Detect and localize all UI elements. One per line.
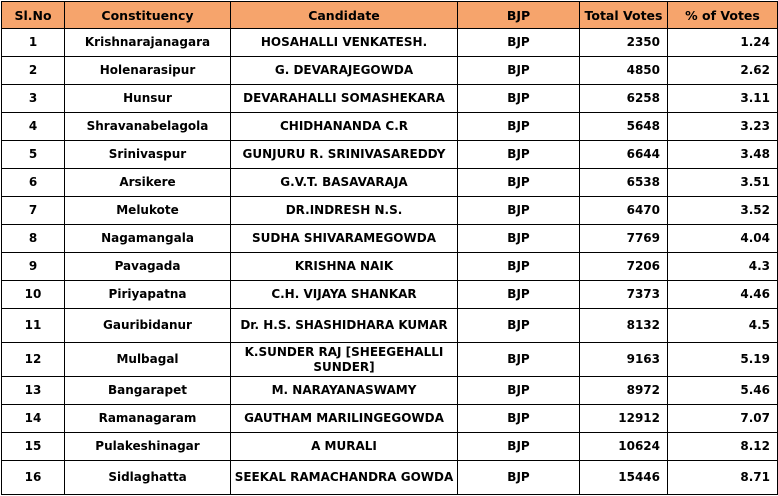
- cell-candidate: K.SUNDER RAJ [SHEEGEHALLI SUNDER]: [231, 343, 458, 377]
- cell-sl-no: 8: [2, 225, 65, 253]
- cell-party: BJP: [458, 433, 580, 461]
- cell-candidate: CHIDHANANDA C.R: [231, 113, 458, 141]
- cell-party: BJP: [458, 113, 580, 141]
- cell-candidate: DR.INDRESH N.S.: [231, 197, 458, 225]
- table-row: [2, 377, 778, 405]
- cell-sl-no: 3: [2, 85, 65, 113]
- cell-constituency: Hunsur: [65, 85, 231, 113]
- cell-sl-no: 12: [2, 343, 65, 377]
- cell-total-votes: 6538: [580, 169, 668, 197]
- cell-sl-no: 4: [2, 113, 65, 141]
- cell-candidate: A MURALI: [231, 433, 458, 461]
- cell-sl-no: 10: [2, 281, 65, 309]
- cell-candidate: HOSAHALLI VENKATESH.: [231, 29, 458, 57]
- cell-total-votes: 6258: [580, 85, 668, 113]
- cell-party: BJP: [458, 309, 580, 343]
- cell-sl-no: 2: [2, 57, 65, 85]
- table-row: [2, 113, 778, 141]
- table-row: [2, 309, 778, 343]
- cell-party: BJP: [458, 281, 580, 309]
- cell-total-votes: 6644: [580, 141, 668, 169]
- cell-party: BJP: [458, 253, 580, 281]
- table-row: [2, 197, 778, 225]
- cell-party: BJP: [458, 225, 580, 253]
- cell-constituency: Mulbagal: [65, 343, 231, 377]
- table-body: [2, 29, 778, 495]
- cell-percent-votes: 7.07: [668, 405, 778, 433]
- cell-sl-no: 11: [2, 309, 65, 343]
- cell-sl-no: 13: [2, 377, 65, 405]
- cell-constituency: Piriyapatna: [65, 281, 231, 309]
- cell-constituency: Srinivaspur: [65, 141, 231, 169]
- column-header-percent-votes: % of Votes: [668, 2, 778, 29]
- cell-constituency: Holenarasipur: [65, 57, 231, 85]
- cell-sl-no: 5: [2, 141, 65, 169]
- cell-candidate: KRISHNA NAIK: [231, 253, 458, 281]
- cell-total-votes: 7206: [580, 253, 668, 281]
- cell-percent-votes: 8.71: [668, 461, 778, 495]
- cell-sl-no: 7: [2, 197, 65, 225]
- cell-total-votes: 12912: [580, 405, 668, 433]
- cell-sl-no: 15: [2, 433, 65, 461]
- table-row: [2, 225, 778, 253]
- cell-candidate: C.H. VIJAYA SHANKAR: [231, 281, 458, 309]
- cell-candidate: G.V.T. BASAVARAJA: [231, 169, 458, 197]
- table-row: [2, 343, 778, 377]
- results-table: [1, 1, 778, 495]
- cell-percent-votes: 4.04: [668, 225, 778, 253]
- cell-constituency: Shravanabelagola: [65, 113, 231, 141]
- cell-constituency: Arsikere: [65, 169, 231, 197]
- cell-percent-votes: 8.12: [668, 433, 778, 461]
- cell-percent-votes: 4.46: [668, 281, 778, 309]
- cell-sl-no: 9: [2, 253, 65, 281]
- cell-sl-no: 16: [2, 461, 65, 495]
- header-row: [2, 2, 778, 29]
- cell-constituency: Pulakeshinagar: [65, 433, 231, 461]
- table-row: [2, 29, 778, 57]
- cell-party: BJP: [458, 169, 580, 197]
- table-row: [2, 461, 778, 495]
- table-row: [2, 169, 778, 197]
- cell-constituency: Pavagada: [65, 253, 231, 281]
- cell-total-votes: 8972: [580, 377, 668, 405]
- cell-constituency: Melukote: [65, 197, 231, 225]
- cell-candidate: SEEKAL RAMACHANDRA GOWDA: [231, 461, 458, 495]
- cell-total-votes: 9163: [580, 343, 668, 377]
- cell-percent-votes: 5.46: [668, 377, 778, 405]
- cell-total-votes: 10624: [580, 433, 668, 461]
- cell-total-votes: 5648: [580, 113, 668, 141]
- cell-percent-votes: 3.48: [668, 141, 778, 169]
- cell-percent-votes: 3.11: [668, 85, 778, 113]
- cell-candidate: M. NARAYANASWAMY: [231, 377, 458, 405]
- cell-constituency: Bangarapet: [65, 377, 231, 405]
- column-header-sl-no: Sl.No: [2, 2, 65, 29]
- cell-percent-votes: 4.5: [668, 309, 778, 343]
- cell-party: BJP: [458, 57, 580, 85]
- cell-percent-votes: 5.19: [668, 343, 778, 377]
- cell-party: BJP: [458, 29, 580, 57]
- cell-party: BJP: [458, 197, 580, 225]
- table-row: [2, 141, 778, 169]
- cell-percent-votes: 3.51: [668, 169, 778, 197]
- cell-candidate: Dr. H.S. SHASHIDHARA KUMAR: [231, 309, 458, 343]
- cell-candidate: GAUTHAM MARILINGEGOWDA: [231, 405, 458, 433]
- cell-party: BJP: [458, 405, 580, 433]
- cell-percent-votes: 1.24: [668, 29, 778, 57]
- cell-constituency: Krishnarajanagara: [65, 29, 231, 57]
- cell-percent-votes: 3.23: [668, 113, 778, 141]
- table-row: [2, 85, 778, 113]
- table-row: [2, 253, 778, 281]
- cell-total-votes: 4850: [580, 57, 668, 85]
- cell-sl-no: 14: [2, 405, 65, 433]
- cell-candidate: GUNJURU R. SRINIVASAREDDY: [231, 141, 458, 169]
- cell-percent-votes: 2.62: [668, 57, 778, 85]
- column-header-party: BJP: [458, 2, 580, 29]
- cell-candidate: G. DEVARAJEGOWDA: [231, 57, 458, 85]
- cell-constituency: Ramanagaram: [65, 405, 231, 433]
- column-header-total-votes: Total Votes: [580, 2, 668, 29]
- column-header-constituency: Constituency: [65, 2, 231, 29]
- table-row: [2, 57, 778, 85]
- cell-total-votes: 6470: [580, 197, 668, 225]
- cell-total-votes: 2350: [580, 29, 668, 57]
- cell-party: BJP: [458, 461, 580, 495]
- table-row: [2, 433, 778, 461]
- cell-constituency: Sidlaghatta: [65, 461, 231, 495]
- cell-total-votes: 7769: [580, 225, 668, 253]
- cell-percent-votes: 3.52: [668, 197, 778, 225]
- cell-sl-no: 6: [2, 169, 65, 197]
- cell-sl-no: 1: [2, 29, 65, 57]
- cell-candidate: DEVARAHALLI SOMASHEKARA: [231, 85, 458, 113]
- cell-constituency: Nagamangala: [65, 225, 231, 253]
- cell-constituency: Gauribidanur: [65, 309, 231, 343]
- cell-party: BJP: [458, 377, 580, 405]
- table-row: [2, 405, 778, 433]
- cell-party: BJP: [458, 343, 580, 377]
- cell-candidate: SUDHA SHIVARAMEGOWDA: [231, 225, 458, 253]
- cell-party: BJP: [458, 85, 580, 113]
- cell-party: BJP: [458, 141, 580, 169]
- column-header-candidate: Candidate: [231, 2, 458, 29]
- cell-total-votes: 8132: [580, 309, 668, 343]
- cell-total-votes: 7373: [580, 281, 668, 309]
- cell-percent-votes: 4.3: [668, 253, 778, 281]
- cell-total-votes: 15446: [580, 461, 668, 495]
- table-row: [2, 281, 778, 309]
